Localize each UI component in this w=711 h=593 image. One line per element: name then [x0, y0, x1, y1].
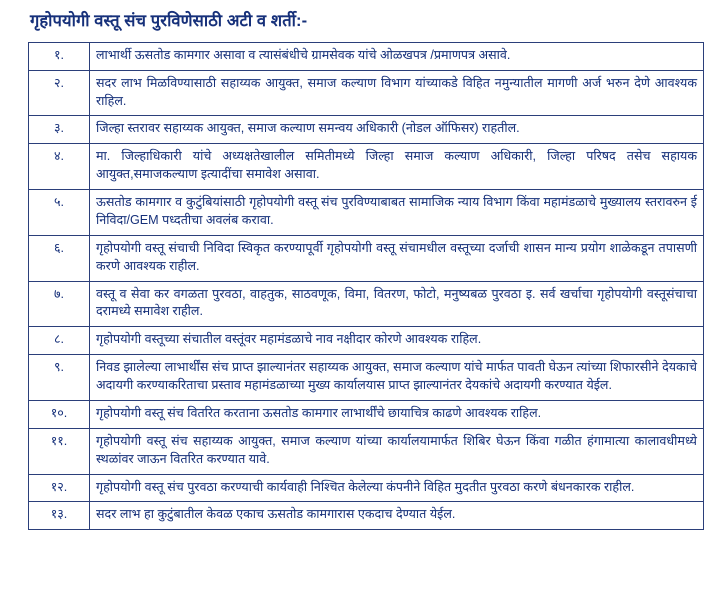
row-serial: ९. — [29, 355, 90, 401]
table-row — [29, 355, 704, 401]
row-serial: ३. — [29, 116, 90, 144]
table-row — [29, 400, 704, 428]
row-serial: १. — [29, 42, 90, 70]
row-serial: ७. — [29, 281, 90, 327]
row-serial: १०. — [29, 400, 90, 428]
table-row — [29, 235, 704, 281]
row-serial: ८. — [29, 327, 90, 355]
table-row — [29, 144, 704, 190]
page-title: गृहोपयोगी वस्तू संच पुरविणेसाठी अटी व शर्ती:- — [30, 12, 308, 30]
row-serial: ५. — [29, 190, 90, 236]
table-row — [29, 70, 704, 116]
row-text: गृहोपयोगी वस्तू संचाची निविदा स्विकृत करण्यापूर्वी गृहोपयोगी वस्तू संचामधील वस्तूच्या दर्जाची शासन मान्य प्रयोग शाळेकडून तपासणी करणे आवश्यक राहील. — [90, 235, 704, 281]
row-text: जिल्हा स्तरावर सहाय्यक आयुक्त, समाज कल्याण समन्वय अधिकारी (नोडल ऑफिसर) राहतील. — [90, 116, 704, 144]
row-text: निवड झालेल्या लाभार्थींस संच प्राप्त झाल्यानंतर सहाय्यक आयुक्त, समाज कल्याण यांचे मार्फत पावती घेऊन त्यांच्या शिफारसीने देयकाचे अदायगी करण्याकरिताचा प्रस्ताव महामंडळाच्या मुख्य कार्यालयास प्राप्त झाल्यानंतर देयकांचे अदायगी करण्यात येईल. — [90, 355, 704, 401]
row-serial: १३. — [29, 502, 90, 530]
row-serial: ६. — [29, 235, 90, 281]
row-text: सदर लाभ हा कुटुंबातील केवळ एकाच ऊसतोड कामगारास एकदाच देण्यात येईल. — [90, 502, 704, 530]
row-text: गृहोपयोगी वस्तू संच सहाय्यक आयुक्त, समाज कल्याण यांच्या कार्यालयामार्फत शिबिर घेऊन किंवा गळीत हंगामात्या कालावधीमध्ये स्थळांवर जाऊन वितरित करण्यात यावे. — [90, 428, 704, 474]
row-text: लाभार्थी ऊसतोड कामगार असावा व त्यासंबंधीचे ग्रामसेवक यांचे ओळखपत्र /प्रमाणपत्र असावे. — [90, 42, 704, 70]
conditions-table — [28, 42, 704, 531]
table-row — [29, 327, 704, 355]
row-text: गृहोपयोगी वस्तू संच वितरित करताना ऊसतोड कामगार लाभार्थींचे छायाचित्र काढणे आवश्यक राहिल. — [90, 400, 704, 428]
row-text: गृहोपयोगी वस्तूच्या संचातील वस्तूंवर महामंडळाचे नाव नक्षीदार कोरणे आवश्यक राहिल. — [90, 327, 704, 355]
row-text: मा. जिल्हाधिकारी यांचे अध्यक्षतेखालील समितीमध्ये जिल्हा समाज कल्याण अधिकारी, जिल्हा परिषद तसेच सहायक आयुक्त,समाजकल्याण इत्यादींचा समावेश असावा. — [90, 144, 704, 190]
conditions-table-body — [29, 42, 704, 530]
row-serial: २. — [29, 70, 90, 116]
table-row — [29, 474, 704, 502]
table-row — [29, 116, 704, 144]
row-serial: १२. — [29, 474, 90, 502]
row-serial: ११. — [29, 428, 90, 474]
row-text: गृहोपयोगी वस्तू संच पुरवठा करण्याची कार्यवाही निश्चित केलेल्या कंपनीने विहित मुदतीत पुरवठा करणे बंधनकारक राहील. — [90, 474, 704, 502]
table-row — [29, 190, 704, 236]
row-text: वस्तू व सेवा कर वगळता पुरवठा, वाहतुक, साठवणूक, विमा, वितरण, फोटो, मनुष्यबळ पुरवठा इ. सर्व खर्चाचा गृहोपयोगी वस्तूसंचाचा दरामध्ये समावेश राहील. — [90, 281, 704, 327]
table-row — [29, 502, 704, 530]
row-text: ऊसतोड कामगार व कुटुंबियांसाठी गृहोपयोगी वस्तू संच पुरविण्याबाबत सामाजिक न्याय विभाग किंवा महामंडळाचे मुख्यालय स्तरावरुन ई निविदा/GEM पध्दतीचा अवलंब करावा. — [90, 190, 704, 236]
row-serial: ४. — [29, 144, 90, 190]
table-row — [29, 281, 704, 327]
table-row — [29, 428, 704, 474]
table-row — [29, 42, 704, 70]
row-text: सदर लाभ मिळविण्यासाठी सहाय्यक आयुक्त, समाज कल्याण विभाग यांच्याकडे विहित नमुन्यातील मागणी अर्ज भरुन देणे आवश्यक राहिल. — [90, 70, 704, 116]
